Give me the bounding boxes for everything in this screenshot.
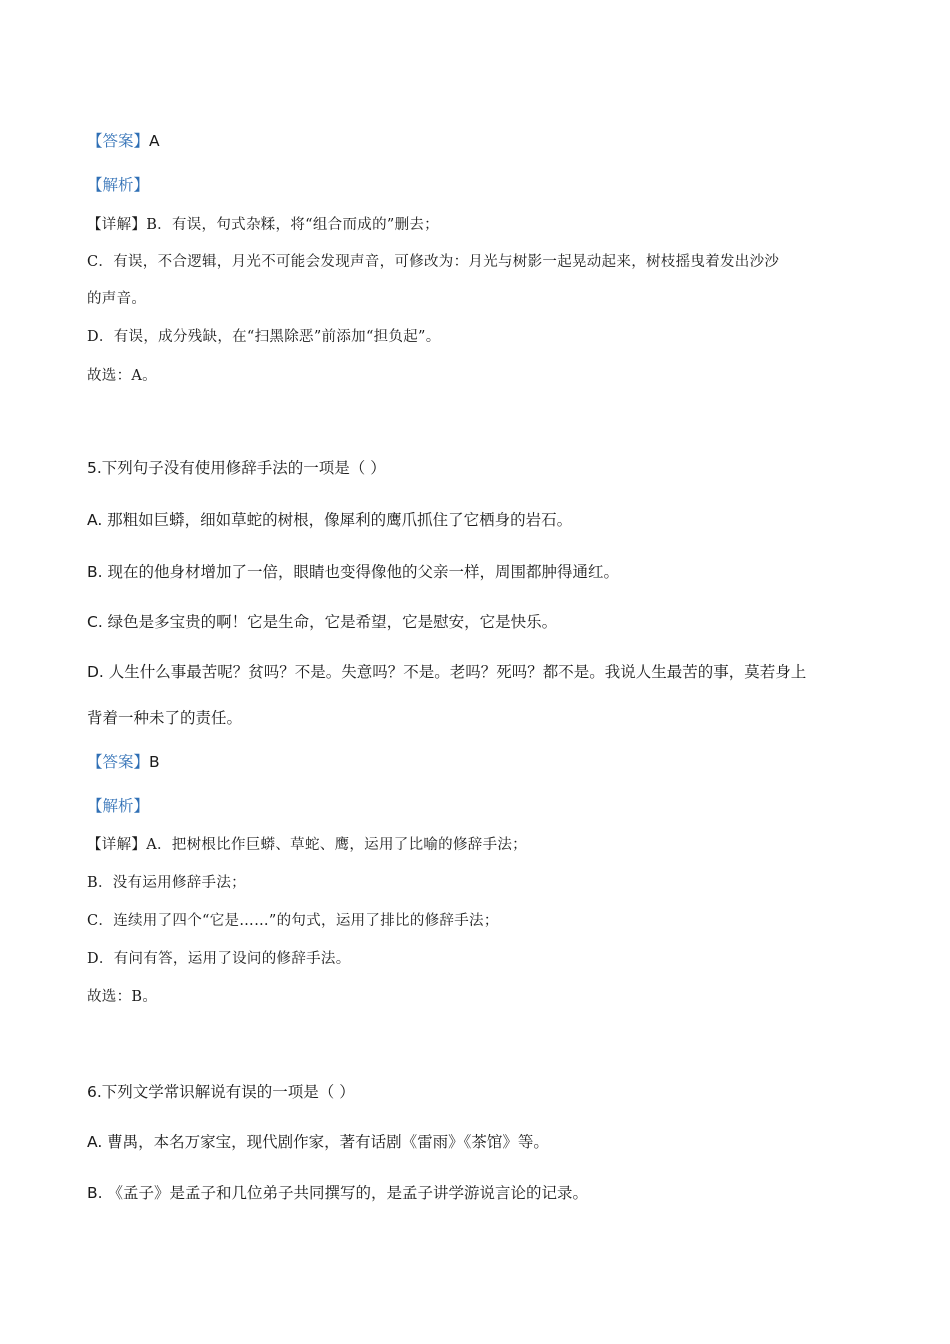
q5-detail-line: 【详解】A．把树根比作巨蟒、草蛇、鹰，运用了比喻的修辞手法； <box>87 837 527 853</box>
q4-answer-value: A <box>149 132 160 150</box>
q5-option: D. 人生什么事最苦呢？贫吗？不是。失意吗？不是。老吗？死吗？都不是。我说人生最苦的事，莫若身上 <box>87 663 807 681</box>
q4-detail-line: D．有误，成分残缺，在“扫黑除恶”前添加“担负起”。 <box>87 329 441 345</box>
q4-answer <box>87 129 160 151</box>
q5-detail-line: C．连续用了四个“它是……”的句式，运用了排比的修辞手法； <box>87 913 499 929</box>
q5-option: C. 绿色是多宝贵的啊！它是生命，它是希望，它是慰安，它是快乐。 <box>87 613 558 631</box>
q5-answer-value: B <box>149 753 160 771</box>
q6-option: A. 曹禺，本名万家宝，现代剧作家，著有话剧《雷雨》《茶馆》等。 <box>87 1133 549 1151</box>
q5-analysis-tag: 【解析】 <box>87 797 150 815</box>
q4-answer-tag: 【答案】 <box>87 132 150 150</box>
q4-analysis-tag: 【解析】 <box>87 176 150 194</box>
q5-option: A. 那粗如巨蟒，细如草蛇的树根，像犀利的鹰爪抓住了它栖身的岩石。 <box>87 511 573 529</box>
q5-answer <box>87 750 160 772</box>
q6-stem: 6.下列文学常识解说有误的一项是（ ） <box>87 1083 355 1101</box>
q5-option: B. 现在的他身材增加了一倍，眼睛也变得像他的父亲一样，周围都肿得通红。 <box>87 563 619 581</box>
q5-option-continuation: 背着一种未了的责任。 <box>87 709 243 727</box>
q5-stem: 5.下列句子没有使用修辞手法的一项是（ ） <box>87 459 386 477</box>
q4-conclusion: 故选：A。 <box>87 368 157 384</box>
q4-detail-line: 的声音。 <box>87 291 147 307</box>
q4-detail-line: C．有误，不合逻辑，月光不可能会发现声音，可修改为：月光与树影一起晃动起来，树枝摇曳着发出沙沙 <box>87 254 780 270</box>
q5-answer-tag: 【答案】 <box>87 753 150 771</box>
q6-option: B. 《孟子》是孟子和几位弟子共同撰写的，是孟子讲学游说言论的记录。 <box>87 1184 588 1202</box>
q4-detail-line: 【详解】B．有误，句式杂糅，将“组合而成的”删去； <box>87 217 439 233</box>
q5-detail-line: D．有问有答，运用了设问的修辞手法。 <box>87 951 351 967</box>
q5-detail-line: B．没有运用修辞手法； <box>87 875 246 891</box>
q5-conclusion: 故选：B。 <box>87 989 158 1005</box>
